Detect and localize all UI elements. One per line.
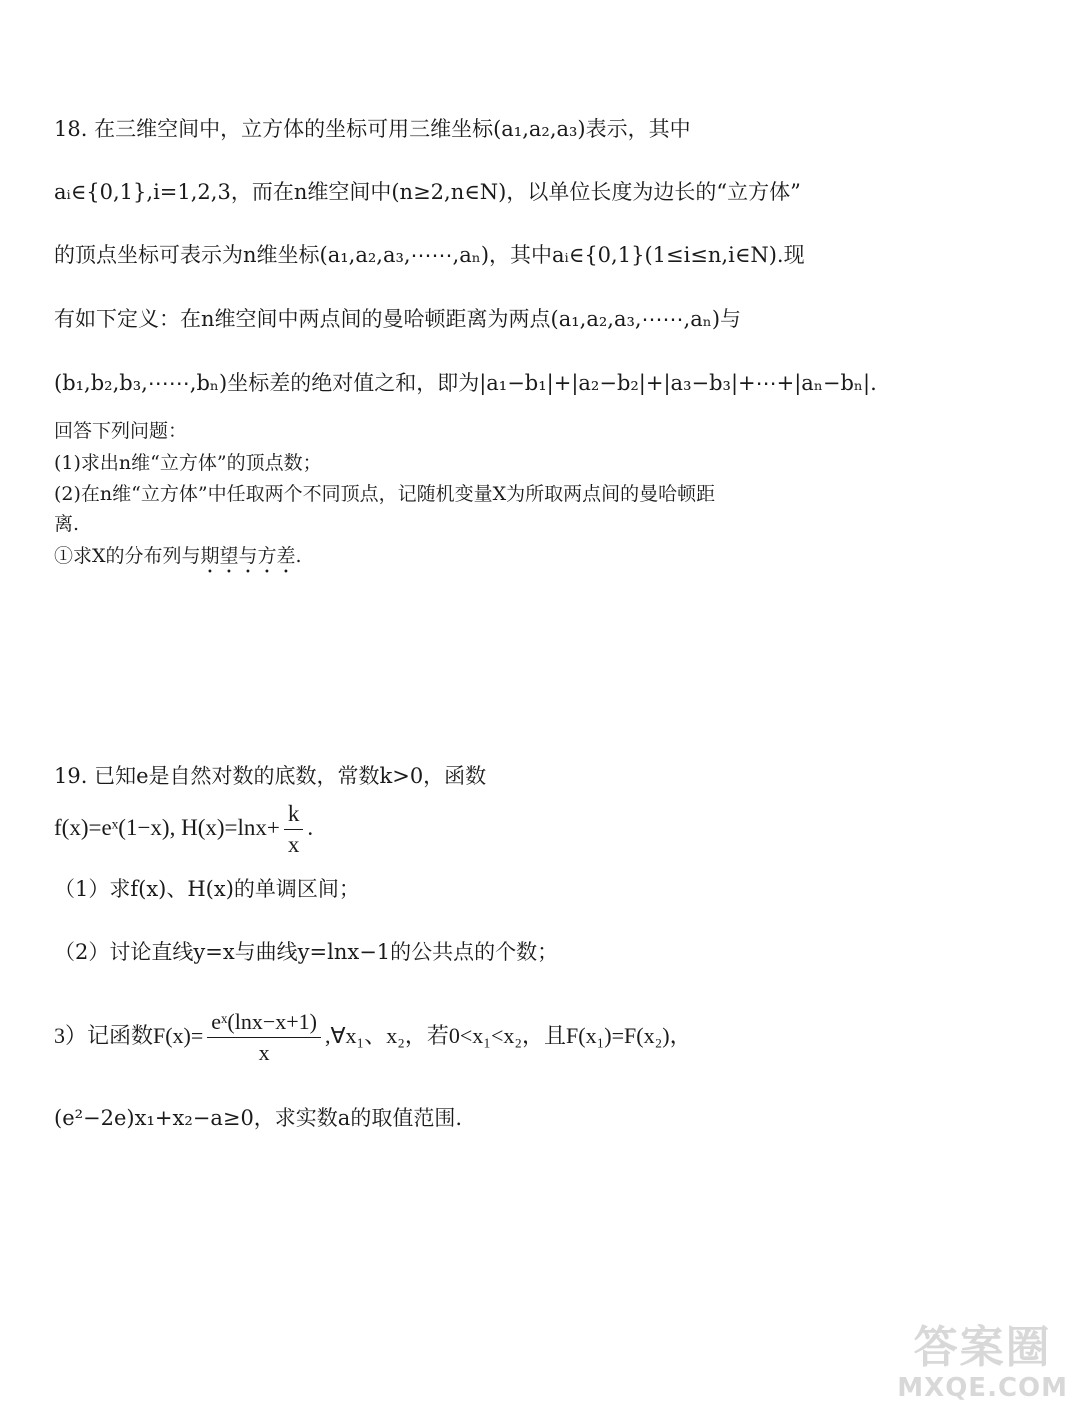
q19-part-2: （2）讨论直线y=x与曲线y=lnx−1的公共点的个数； (54, 940, 559, 964)
q19-f-def: f(x)=eˣ(1−x), H(x)=lnx+ (54, 815, 280, 840)
watermark-logo (897, 1323, 1068, 1403)
q18-part-2b: 离. (54, 513, 80, 535)
q19-k-denominator: x (287, 832, 300, 858)
watermark-bottom: MXQE.COM (897, 1373, 1068, 1403)
q19-part-3-fraction (207, 1007, 321, 1068)
q18-part-2a: (2)在n维“立方体”中任取两个不同顶点，记随机变量X为所取两点间的曼哈顿距 (54, 483, 716, 505)
q19-part-3-prefix: 3）记函数F(x)= (54, 1023, 204, 1048)
q18-sub-1 (54, 543, 302, 578)
q18-part-1: (1)求出n维“立方体”的顶点数； (54, 452, 322, 474)
q18-line-4: 有如下定义：在n维空间中两点间的曼哈顿距离为两点(a₁,a₂,a₃,⋯⋯,aₙ)与 (54, 307, 742, 331)
q19-part-3-denominator: x (258, 1040, 270, 1066)
watermark-top: 答案圈 (913, 1322, 1052, 1373)
q18-sub-1-suffix: . (295, 545, 302, 567)
q19-k-fraction (284, 799, 304, 860)
q19-f-end: . (307, 815, 314, 840)
q18-line-3: 的顶点坐标可表示为n维坐标(a₁,a₂,a₃,⋯⋯,aₙ)，其中aᵢ∈{0,1}(1≤i≤n,i∈N).现 (54, 243, 805, 267)
q18-line-5: (b₁,b₂,b₃,⋯⋯,bₙ)坐标差的绝对值之和，即为|a₁−b₁|+|a₂−b₂|+|a₃−b₃|+⋯+|aₙ−bₙ|. (54, 371, 877, 395)
q18-sub-1-emphasis: 期望与方差 (200, 545, 296, 567)
q18-prompt: 回答下列问题： (54, 420, 188, 442)
q18-line-2: aᵢ∈{0,1},i=1,2,3，而在n维空间中(n≥2,n∈N)，以单位长度为边长的“立方体” (54, 180, 801, 204)
q19-k-numerator: k (284, 799, 304, 830)
q19-part-3-suffix: ,∀x₁、x₂，若0<x₁<x₂，且F(x₁)=F(x₂)， (325, 1023, 692, 1048)
q19-part-3 (54, 1002, 692, 1070)
q18-line-1: 18. 在三维空间中，立方体的坐标可用三维坐标(a₁,a₂,a₃)表示，其中 (54, 117, 691, 141)
q19-function-def (54, 796, 313, 860)
q19-part-1: （1）求f(x)、H(x)的单调区间； (54, 877, 360, 901)
q19-part-3-numerator: eˣ(lnx−x+1) (207, 1007, 321, 1038)
q19-line-1: 19. 已知e是自然对数的底数，常数k>0，函数 (54, 764, 487, 788)
q18-sub-1-prefix: ①求X的分布列与 (54, 545, 201, 567)
q19-part-3-line-2: (e²−2e)x₁+x₂−a≥0，求实数a的取值范围. (54, 1106, 463, 1130)
